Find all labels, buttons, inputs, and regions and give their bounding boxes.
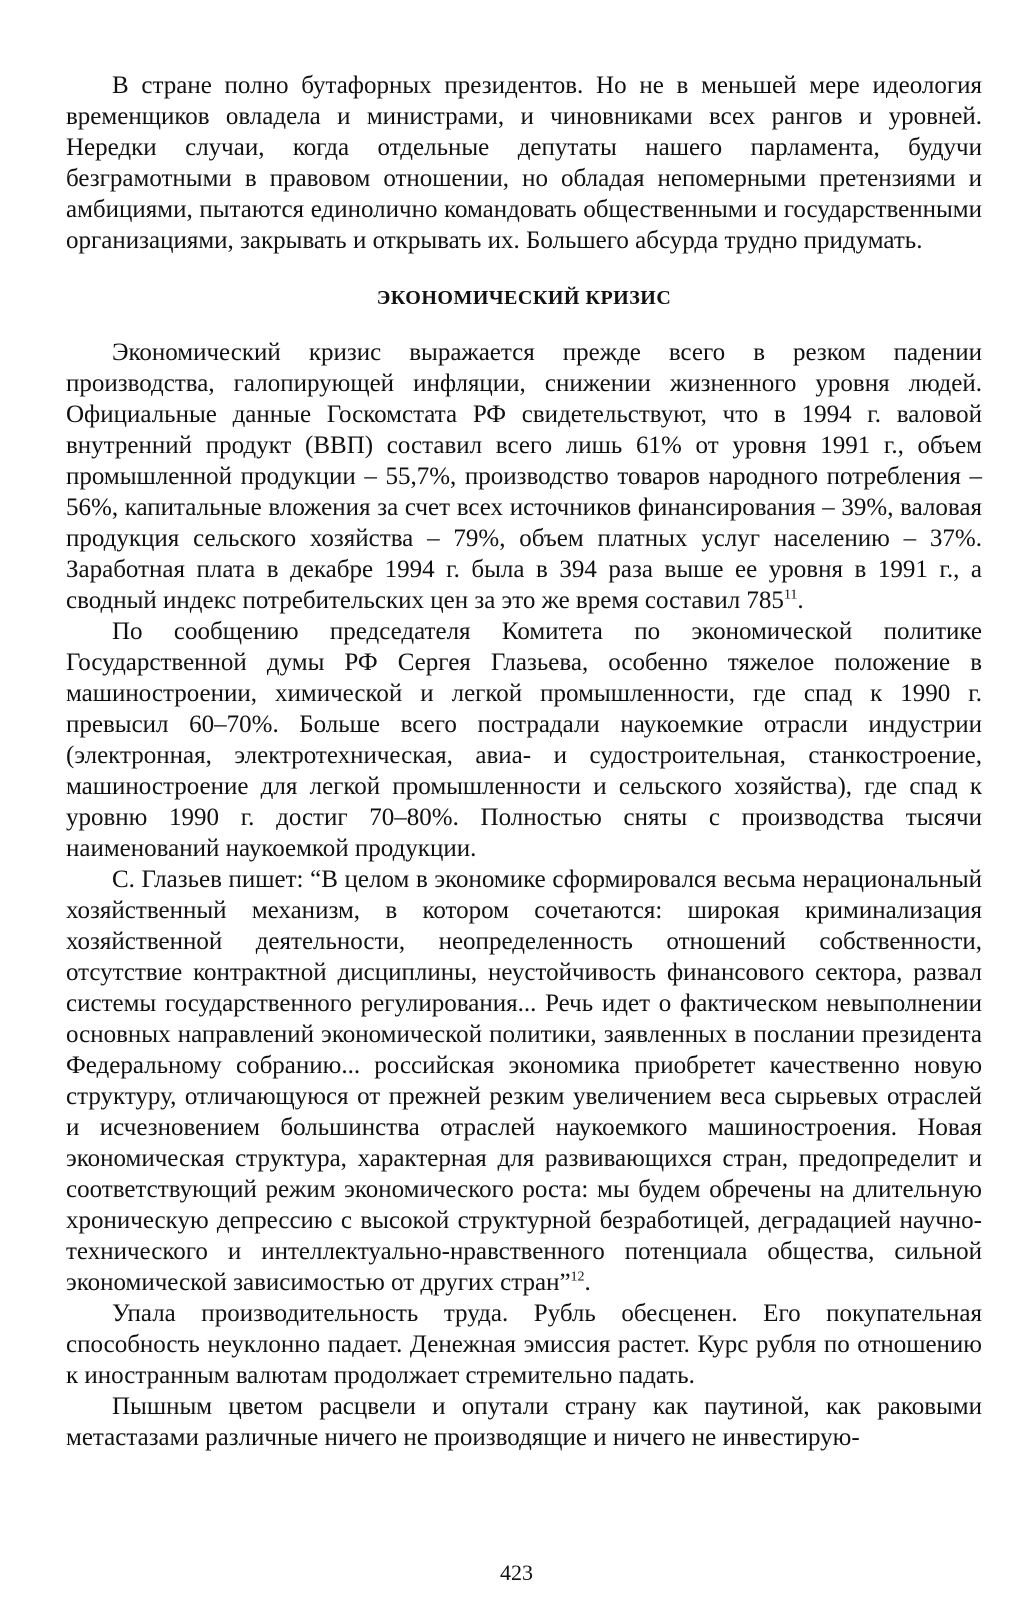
paragraph-glazyev-report: По сообщению председателя Комитета по экономической политике Государственной думы РФ Сергея Глазьева, особенно тяжелое положение в машиностроении, химической и легкой промышленности, где спад к 1990 г. превысил 60–70%. Больше всего пострадали наукоемкие отрасли индустрии (электронная, электротехническая, авиа- и судостроительная, станкостроение, машиностроение для легкой промышленности и сельского хозяйства), где спад к уровню 1990 г. достиг 70–80%. Полностью сняты с производства тысячи наименований наукоемкой продукции.	[66, 618, 982, 862]
paragraph-tail: .	[797, 587, 804, 614]
book-page	[66, 70, 982, 1453]
footnote-marker: 11	[783, 587, 798, 603]
paragraph-glazyev-quote	[66, 864, 982, 1298]
paragraph-productivity: Упала производительность труда. Рубль обесценен. Его покупательная способность неуклонно падает. Денежная эмиссия растет. Курс рубля по отношению к иностранным валютам продолжает стремительно падать.	[66, 1300, 982, 1389]
paragraph-tail: .	[584, 1269, 591, 1296]
paragraph-continuation: Пышным цветом расцвели и опутали страну как паутиной, как раковыми метастазами различные ничего не производящие и ничего не инвестирую-	[66, 1393, 982, 1451]
footnote-marker: 12	[570, 1269, 585, 1285]
paragraph-economic-crisis	[66, 337, 982, 616]
paragraph-text: Экономический кризис выражается прежде всего в резком падении производства, галопирующей инфляции, снижении жизненного уровня людей. Официальные данные Госкомстата РФ свидетельствуют, что в 1994 г. валовой внутренний продукт (ВВП) составил всего лишь 61% от уровня 1991 г., объем промышленной продукции – 55,7%, производство товаров народного потребления – 56%, капитальные вложения за счет всех источников финансирования – 39%, валовая продукция сельского хозяйства – 79%, объем платных услуг населению – 37%. Заработная плата в декабре 1994 г. была в 394 раза выше ее уровня в 1991 г., а сводный индекс потребительских цен за это же время составил 785	[66, 339, 982, 614]
page-number: 423	[500, 1560, 533, 1585]
paragraph-intro: В стране полно бутафорных президентов. Но не в меньшей мере идеология временщиков овладела и министрами, и чиновниками всех рангов и уровней. Нередки случаи, когда отдельные депутаты нашего парламента, будучи безграмотными в правовом отношении, но обладая непомерными претензиями и амбициями, пытаются единолично командовать общественными и государственными организациями, закрывать и открывать их. Большего абсурда трудно придумать.	[66, 72, 982, 254]
paragraph-text: С. Глазьев пишет: “В целом в экономике сформировался весьма нерациональный хозяйственный механизм, в котором сочетаются: широкая криминализация хозяйственной деятельности, неопределенность отношений собственности, отсутствие контрактной дисциплины, неустойчивость финансового сектора, развал системы государственного регулирования... Речь идет о фактическом невыполнении основных направлений экономической политики, заявленных в послании президента Федеральному собранию... российская экономика приобретет качественно новую структуру, отличающуюся от прежней резким увеличением веса сырьевых отраслей и исчезновением большинства отраслей наукоемкого машиностроения. Новая экономическая структура, характерная для развивающихся стран, предопределит и соответствующий режим экономического роста: мы будем обречены на длительную хроническую депрессию с высокой структурной безработицей, деградацией научно-технического и интеллектуально-нравственного потенциала общества, сильной экономической зависимостью от других стран”	[66, 866, 982, 1296]
section-heading: ЭКОНОМИЧЕСКИЙ КРИЗИС	[376, 287, 672, 309]
